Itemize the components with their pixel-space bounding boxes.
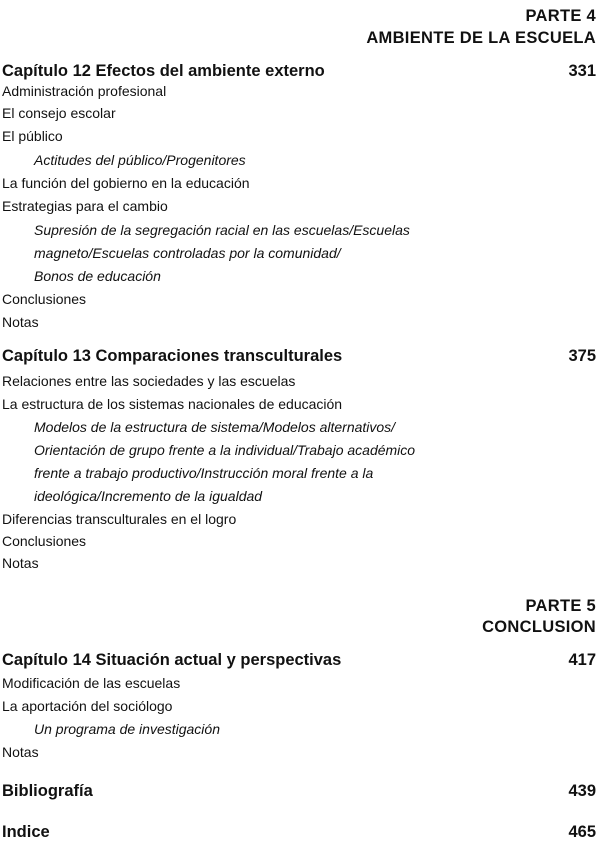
toc-subentry: ideológica/Incremento de la igualdad (34, 488, 263, 504)
bibliography-title: Bibliografía (2, 782, 93, 800)
chapter-14-page: 417 (568, 651, 596, 669)
bibliography-page: 439 (568, 782, 596, 800)
chapter-14-heading (2, 650, 596, 670)
toc-subentry: magneto/Escuelas controladas por la comunidad/ (34, 245, 341, 261)
toc-entry: La estructura de los sistemas nacionales de educación (2, 396, 343, 412)
chapter-13-heading (2, 346, 596, 366)
chapter-12-heading (2, 61, 596, 81)
toc-entry: Diferencias transculturales en el logro (2, 511, 237, 527)
toc-entry: Conclusiones (2, 291, 87, 307)
index-title: Indice (2, 823, 50, 841)
part-4-title: AMBIENTE DE LA ESCUELA (366, 29, 596, 47)
toc-entry: Notas (2, 555, 39, 571)
toc-subentry: Supresión de la segregación racial en las escuelas/Escuelas (34, 222, 410, 238)
toc-entry: Conclusiones (2, 533, 87, 549)
toc-subentry: Bonos de educación (34, 268, 161, 284)
toc-entry: Notas (2, 314, 39, 330)
toc-subentry: frente a trabajo productivo/Instrucción moral frente a la (34, 465, 374, 481)
part-4-label: PARTE 4 (525, 7, 596, 25)
toc-entry: Modificación de las escuelas (2, 675, 181, 691)
toc-entry: El consejo escolar (2, 105, 116, 121)
part-5-label: PARTE 5 (525, 597, 596, 615)
toc-entry: La función del gobierno en la educación (2, 175, 250, 191)
chapter-14-title: Capítulo 14 Situación actual y perspectivas (2, 651, 342, 669)
toc-entry: El público (2, 128, 63, 144)
chapter-13-page: 375 (568, 347, 596, 365)
chapter-12-title: Capítulo 12 Efectos del ambiente externo (2, 62, 325, 80)
toc-entry: Estrategias para el cambio (2, 198, 168, 214)
toc-subentry: Modelos de la estructura de sistema/Modelos alternativos/ (34, 419, 396, 435)
toc-entry: Administración profesional (2, 83, 167, 99)
bibliography-heading (2, 781, 596, 801)
chapter-12-page: 331 (568, 62, 596, 80)
index-heading (2, 822, 596, 842)
index-page: 465 (568, 823, 596, 841)
part-5-title: CONCLUSION (482, 618, 596, 636)
chapter-13-title: Capítulo 13 Comparaciones transculturales (2, 347, 343, 365)
toc-entry: Relaciones entre las sociedades y las escuelas (2, 373, 296, 389)
toc-subentry: Actitudes del público/Progenitores (34, 152, 246, 168)
toc-entry: Notas (2, 744, 39, 760)
toc-entry: La aportación del sociólogo (2, 698, 173, 714)
toc-subentry: Orientación de grupo frente a la individual/Trabajo académico (34, 442, 416, 458)
toc-subentry: Un programa de investigación (34, 721, 220, 737)
